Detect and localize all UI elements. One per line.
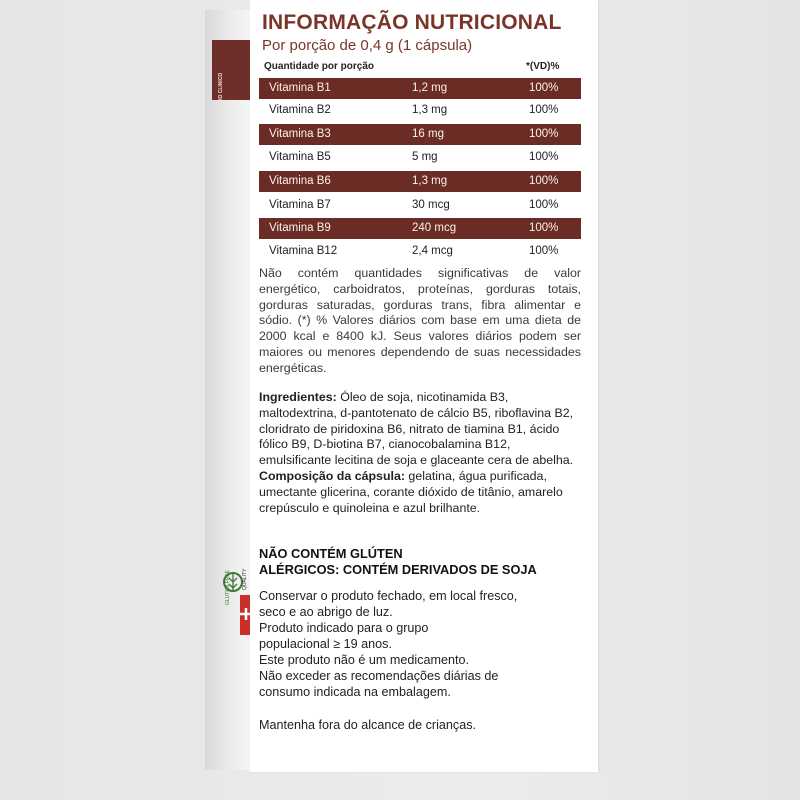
allergen-warning: ALÉRGICOS: CONTÉM DERIVADOS DE SOJA: [259, 562, 537, 577]
side-band-text: NECESSITA APOIO CLINICO: [218, 72, 224, 140]
table-row: [259, 171, 581, 192]
conservation-block: [259, 588, 589, 700]
capsule-label: Composição da cápsula:: [259, 468, 405, 483]
table-row: [259, 78, 581, 99]
nutrient-name: Vitamina B7: [269, 199, 331, 211]
conservation-line: Não exceder as recomendações diárias de: [259, 669, 499, 683]
nutrient-amount: 30 mcg: [412, 199, 450, 211]
nutrient-amount: 1,3 mg: [412, 175, 448, 187]
conservation-line: Este produto não é um medicamento.: [259, 653, 470, 667]
conservation-line: consumo indicada na embalagem.: [259, 685, 451, 699]
quality-text: QUALITY: [242, 568, 248, 590]
nutrient-dv: 100%: [529, 82, 559, 94]
gluten-free-text: GLUTEN FREE: [225, 569, 231, 605]
nutrient-amount: 16 mg: [412, 128, 444, 140]
ingredients-block: [259, 390, 581, 516]
conservation-line: populacional ≥ 19 anos.: [259, 637, 392, 651]
nutrient-amount: 240 mcg: [412, 222, 457, 234]
table-row: [259, 124, 581, 145]
table-header: [264, 58, 576, 76]
conservation-line: Conservar o produto fechado, em local fresco,: [259, 589, 518, 603]
nutrient-name: Vitamina B6: [269, 175, 331, 187]
disclaimer-text: Não contém quantidades significativas de valor energético, carboidratos, proteínas, gorduras totais, gorduras saturadas, gorduras trans, fibra alimentar e sódio. (*) % Valores diários com base em uma dieta de 2000 kcal e 8400 kJ. Seus valores diários podem ser maiores ou menores dependendo de suas necessidades energéticas.: [259, 266, 581, 375]
nutrient-name: Vitamina B2: [269, 104, 331, 116]
table-row: [259, 100, 581, 121]
serving-size: Por porção de 0,4 g (1 cápsula): [262, 37, 473, 54]
box-side-panel: [205, 10, 250, 770]
nutrient-dv: 100%: [529, 151, 559, 163]
nutrient-name: Vitamina B3: [269, 128, 331, 140]
nutrient-dv: 100%: [529, 199, 559, 211]
ingredients-label: Ingredientes:: [259, 390, 337, 404]
nutrient-amount: 1,2 mg: [412, 82, 448, 94]
nutrient-dv: 100%: [529, 222, 559, 234]
nutrient-dv: 100%: [529, 104, 559, 116]
table-row: [259, 147, 581, 168]
ingredients-text: Óleo de soja, nicotinamida B3, maltodextrina, d-pantotenato de cálcio B5, riboflavina B2, cloridrato de piridoxina B6, nitrato de tiamina B1, ácido fólico B9, D-biotina B7, cianocobalamina B12, emulsificante lecitina de soja e glaceante cera de abelha.: [259, 390, 574, 468]
capsule-text: gelatina, água purificada, umectante glicerina, corante dióxido de titânio, amarelo crepúsculo e quinoleina e azul brilhante.: [259, 468, 563, 515]
nutrient-dv: 100%: [529, 175, 559, 187]
nutrient-name: Vitamina B5: [269, 151, 331, 163]
nutrient-amount: 1,3 mg: [412, 104, 448, 116]
gluten-warning: NÃO CONTÉM GLÚTEN: [259, 546, 403, 561]
conservation-line: Produto indicado para o grupo: [259, 621, 429, 635]
nutrient-amount: 2,4 mcg: [412, 245, 453, 257]
col-portion-header: Quantidade por porção: [264, 61, 375, 72]
table-row: [259, 218, 581, 239]
nutrient-dv: 100%: [529, 245, 559, 257]
nutrient-name: Vitamina B1: [269, 82, 331, 94]
nutrient-dv: 100%: [529, 128, 559, 140]
col-dv-header: *(VD)%: [526, 61, 560, 72]
table-row: [259, 241, 581, 262]
conservation-line: seco e ao abrigo de luz.: [259, 605, 393, 619]
table-row: [259, 195, 581, 216]
label-title: INFORMAÇÃO NUTRICIONAL: [262, 11, 562, 34]
keep-away-text: Mantenha fora do alcance de crianças.: [259, 718, 477, 732]
nutrient-name: Vitamina B9: [269, 222, 331, 234]
nutrient-amount: 5 mg: [412, 151, 438, 163]
nutrient-name: Vitamina B12: [269, 245, 338, 257]
